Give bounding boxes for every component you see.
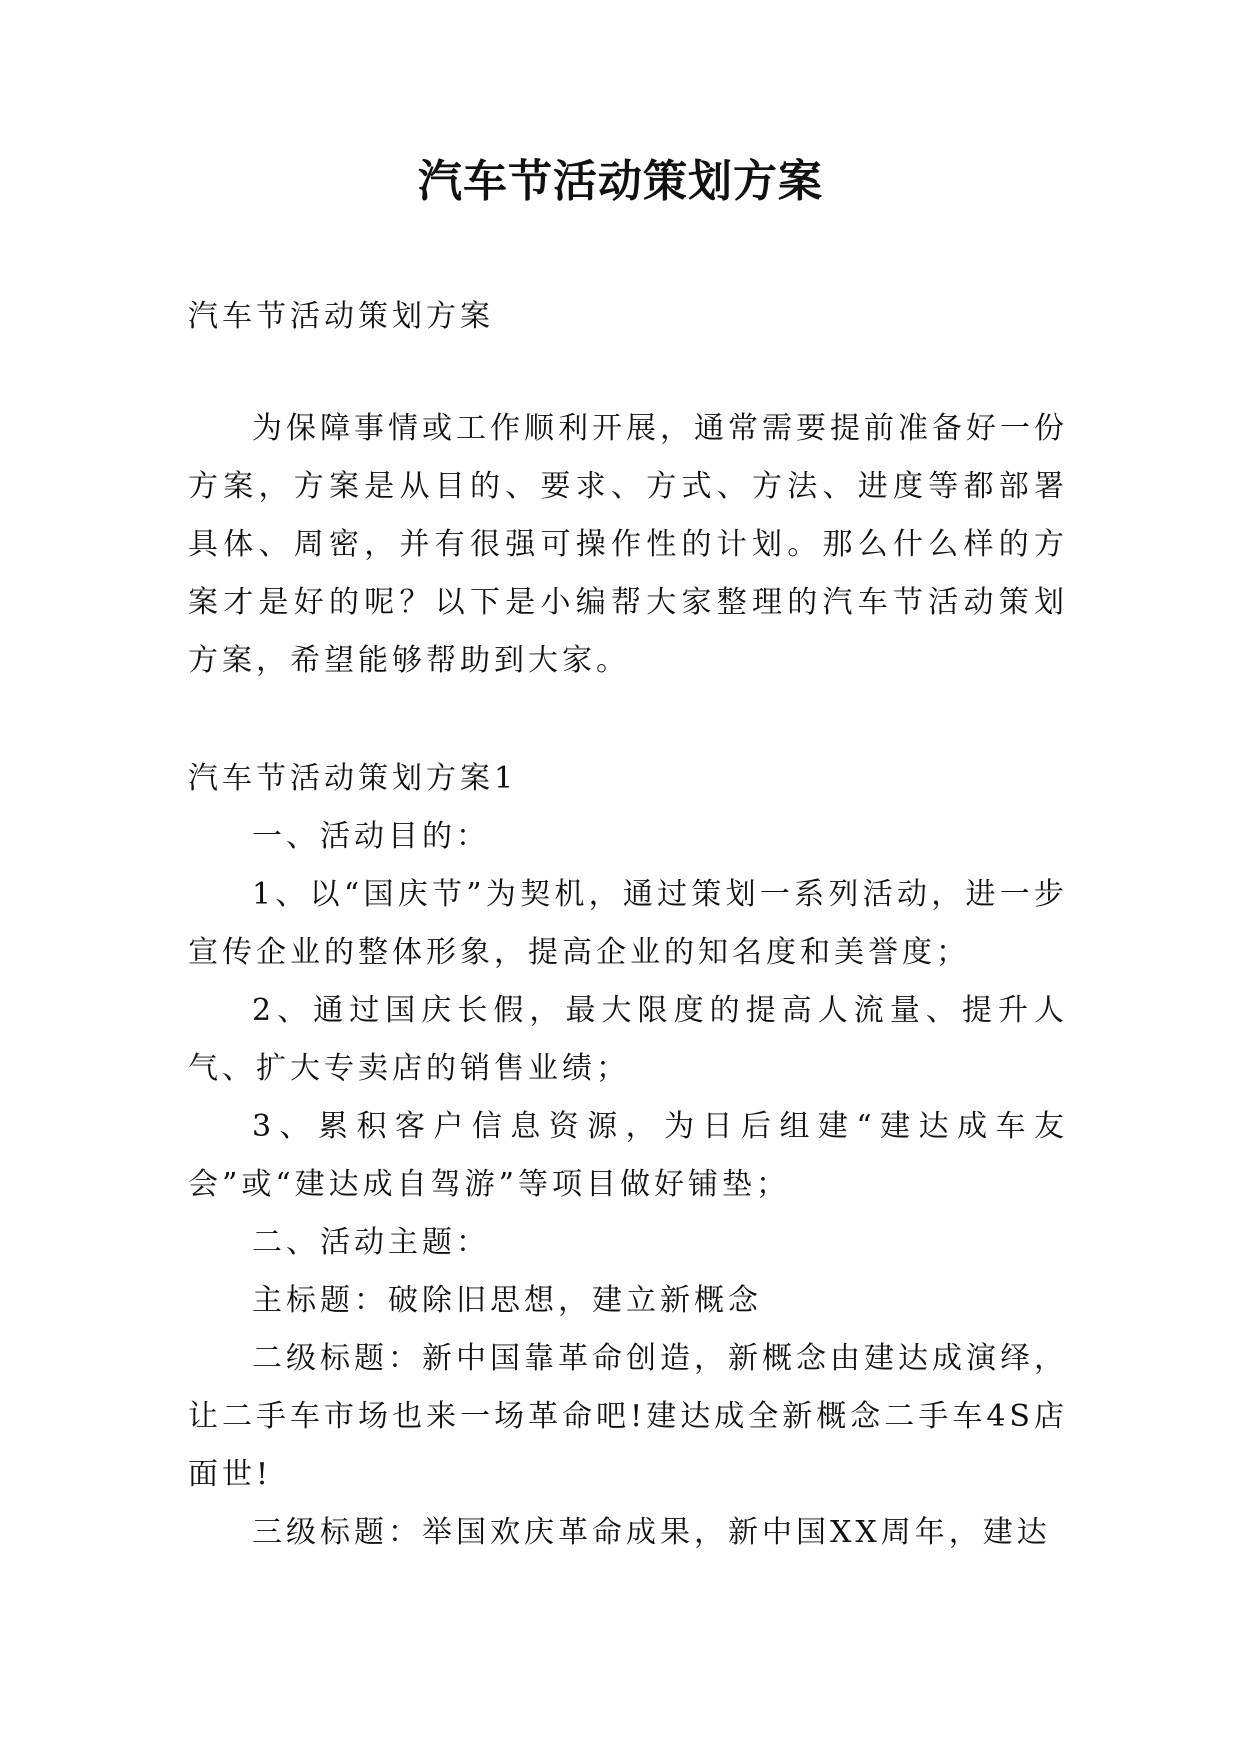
main-title-line: 主标题：破除旧思想，建立新概念	[252, 1283, 762, 1318]
intro-paragraph: 为保障事情或工作顺利开展，通常需要提前准备好一份方案，方案是从目的、要求、方式、方法、进度等都部署具体、周密，并有很强可操作性的计划。那么什么样的方案才是好的呢？以下是小编帮大家整理的汽车节活动策划方案，希望能够帮助到大家。	[188, 411, 1068, 678]
goal-item-2: 2、通过国庆长假，最大限度的提高人流量、提升人气、扩大专卖店的销售业绩；	[188, 993, 1068, 1086]
secondary-title-line: 二级标题：新中国靠革命创造，新概念由建达成演绎，让二手车市场也来一场革命吧!建达成全新概念二手车4S店面世!	[188, 1341, 1068, 1492]
tertiary-title-line: 三级标题：举国欢庆革命成果，新中国XX周年，建达	[252, 1515, 1051, 1550]
document-subtitle: 汽车节活动策划方案	[188, 299, 494, 334]
document-title: 汽车节活动策划方案	[418, 156, 823, 207]
section-heading: 汽车节活动策划方案1	[188, 761, 518, 796]
goal-item-1: 1、以“国庆节”为契机，通过策划一系列活动，进一步宣传企业的整体形象，提高企业的知名度和美誉度；	[188, 877, 1068, 970]
goal-heading: 一、活动目的：	[252, 819, 490, 854]
goal-item-3: 3、累积客户信息资源，为日后组建“建达成车友会”或“建达成自驾游”等项目做好铺垫；	[188, 1109, 1068, 1202]
section-1	[188, 750, 1068, 1562]
theme-heading: 二、活动主题：	[252, 1225, 490, 1260]
